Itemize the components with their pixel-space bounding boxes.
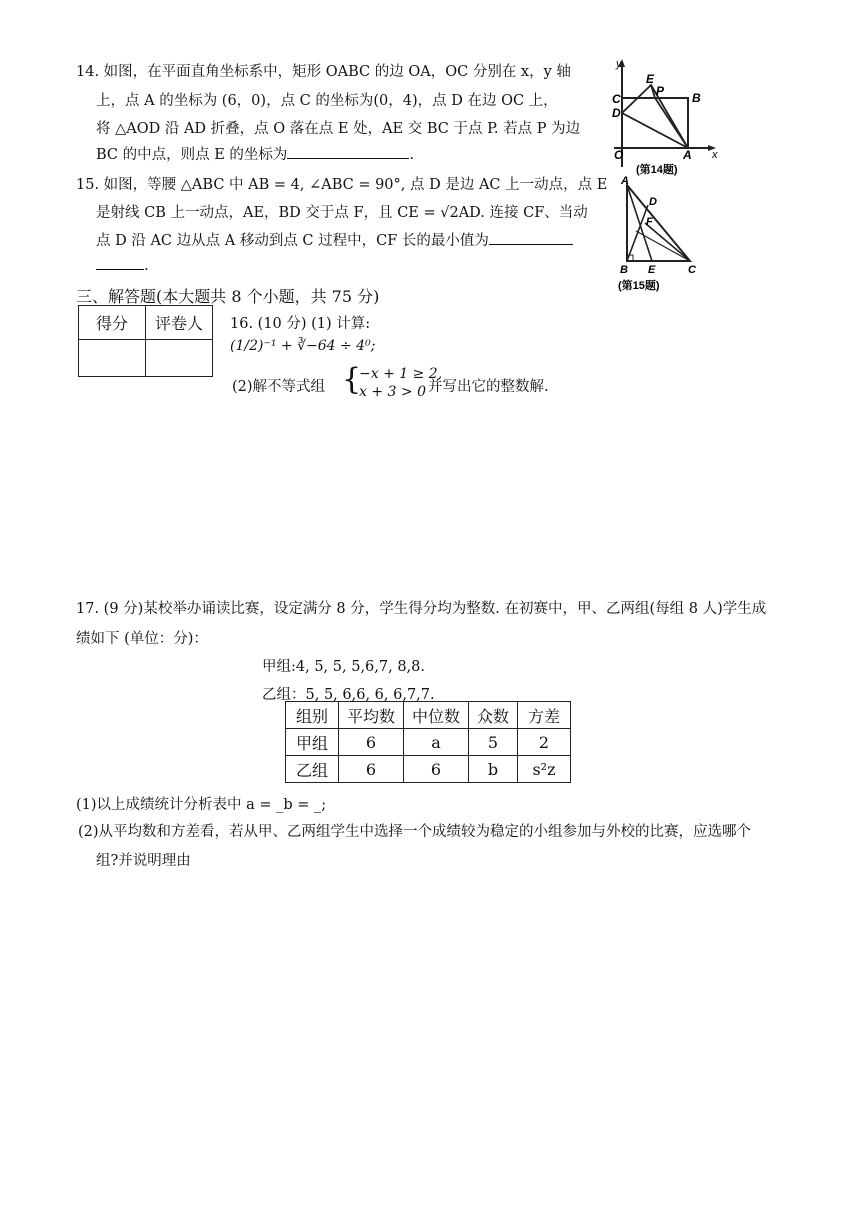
fig15-line-bd bbox=[627, 205, 648, 261]
stats-header: 平均数 bbox=[339, 702, 404, 729]
stats-header: 方差 bbox=[518, 702, 571, 729]
score-table bbox=[78, 305, 213, 377]
score-header: 得分 bbox=[79, 306, 146, 340]
fig14-label-c: C bbox=[612, 92, 621, 106]
fig15-label-d: D bbox=[649, 196, 657, 208]
q15-line1: 15. 如图，等腰 △ABC 中 AB = 4, ∠ABC = 90°, 点 D 是边 AC 上一动点，点 E bbox=[76, 177, 608, 193]
fig15-line-cf bbox=[645, 223, 690, 261]
q17-part2-line2: 组?并说明理由 bbox=[96, 853, 191, 869]
q16-head: 16. (10 分) (1) 计算: bbox=[230, 316, 371, 332]
fig14-label-x: x bbox=[712, 149, 718, 161]
stats-header: 中位数 bbox=[404, 702, 469, 729]
grader-header: 评卷人 bbox=[146, 306, 213, 340]
stats-cell: 6 bbox=[404, 756, 469, 783]
q14-line4-end: . bbox=[409, 147, 415, 163]
figure-14 bbox=[600, 55, 730, 180]
stats-cell: 甲组 bbox=[286, 729, 339, 756]
stats-cell: a bbox=[404, 729, 469, 756]
fig14-label-p: P bbox=[656, 84, 665, 98]
q14-line2: 上，点 A 的坐标为 (6，0)，点 C 的坐标为(0，4)，点 D 在边 OC 上， bbox=[96, 93, 558, 109]
q16-brace: { bbox=[342, 362, 362, 397]
score-cell[interactable] bbox=[79, 340, 146, 377]
q17-line1: 17. (9 分)某校举办诵读比赛，设定满分 8 分，学生得分均为整数. 在初赛中，甲、乙两组(每组 8 人)学生成 bbox=[76, 601, 767, 617]
q14-line1: 14. 如图，在平面直角坐标系中，矩形 OABC 的边 OA，OC 分别在 x，y 轴 bbox=[76, 64, 571, 80]
q16-part2-label: (2)解不等式组 bbox=[232, 379, 326, 395]
q17-part1: (1)以上成绩统计分析表中 a = _b = _; bbox=[76, 797, 327, 813]
fig15-label-f: F bbox=[646, 216, 653, 228]
q17-part2-line1: (2)从平均数和方差看，若从甲、乙两组学生中选择一个成绩较为稳定的小组参加与外校的比赛，应选哪个 bbox=[78, 824, 752, 840]
fig15-label-e: E bbox=[648, 264, 656, 276]
stats-table bbox=[285, 701, 571, 783]
grader-cell[interactable] bbox=[146, 340, 213, 377]
q14-answer-blank[interactable] bbox=[287, 144, 409, 159]
q15-line3-text: 点 D 沿 AC 边从点 A 移动到点 C 过程中，CF 长的最小值为 bbox=[96, 233, 489, 249]
stats-cell: 6 bbox=[339, 729, 404, 756]
stats-cell: 乙组 bbox=[286, 756, 339, 783]
fig14-caption: (第14题) bbox=[636, 164, 678, 176]
q15-line4-end: . bbox=[144, 258, 149, 274]
fig14-label-o: O bbox=[614, 148, 624, 162]
stats-cell: b bbox=[469, 756, 518, 783]
fig15-triangle bbox=[627, 185, 690, 261]
figure-15 bbox=[612, 175, 707, 297]
q17-group-b-scores: 乙组：5, 5, 6,6, 6, 6,7,7. bbox=[262, 687, 435, 703]
fig14-label-b: B bbox=[692, 91, 701, 105]
q16-expression: (1/2)⁻¹ + ∛−64 ÷ 4⁰; bbox=[230, 338, 376, 354]
q15-line3 bbox=[96, 229, 573, 250]
fig15-label-a: A bbox=[621, 175, 629, 187]
fig14-label-y: y bbox=[616, 58, 622, 70]
stats-cell: 5 bbox=[469, 729, 518, 756]
stats-header: 组别 bbox=[286, 702, 339, 729]
fig14-fold-lines bbox=[622, 85, 688, 148]
q14-line4-text: BC 的中点，则点 E 的坐标为 bbox=[96, 147, 288, 163]
q15-answer-blank-2[interactable] bbox=[96, 255, 144, 270]
q16-inequality-2: x + 3 > 0 bbox=[359, 384, 426, 400]
section-3-heading: 三、解答题(本大题共 8 个小题，共 75 分) bbox=[76, 287, 380, 306]
fig14-rectangle bbox=[622, 98, 688, 148]
q15-line2: 是射线 CB 上一动点，AE，BD 交于点 F，且 CE = √2AD. 连接 CF、当动 bbox=[96, 205, 588, 221]
stats-header: 众数 bbox=[469, 702, 518, 729]
table-row bbox=[286, 729, 571, 756]
stats-cell: 2 bbox=[518, 729, 571, 756]
q14-line3: 将 △AOD 沿 AD 折叠，点 O 落在点 E 处，AE 交 BC 于点 P. 若点 P 为边 bbox=[96, 121, 581, 137]
q16-inequality-1: −x + 1 ≥ 2, bbox=[359, 366, 443, 382]
q17-group-a-scores: 甲组:4, 5, 5, 5,6,7, 8,8. bbox=[262, 659, 425, 675]
q16-part2-tail: 并写出它的整数解. bbox=[428, 379, 549, 395]
q15-answer-blank-1[interactable] bbox=[489, 230, 573, 245]
stats-cell: s²z bbox=[518, 756, 571, 783]
fig15-label-b: B bbox=[620, 264, 628, 276]
table-row bbox=[286, 756, 571, 783]
fig14-label-a: A bbox=[683, 148, 692, 162]
stats-cell: 6 bbox=[339, 756, 404, 783]
q17-line2: 绩如下 (单位：分)： bbox=[76, 631, 208, 647]
fig14-label-d: D bbox=[612, 106, 621, 120]
q15-line4 bbox=[96, 255, 149, 274]
fig15-label-c: C bbox=[688, 264, 696, 276]
fig14-label-e: E bbox=[646, 72, 655, 86]
q14-line4 bbox=[96, 143, 414, 164]
stats-header-row bbox=[286, 702, 571, 729]
fig15-caption: (第15题) bbox=[618, 280, 660, 292]
